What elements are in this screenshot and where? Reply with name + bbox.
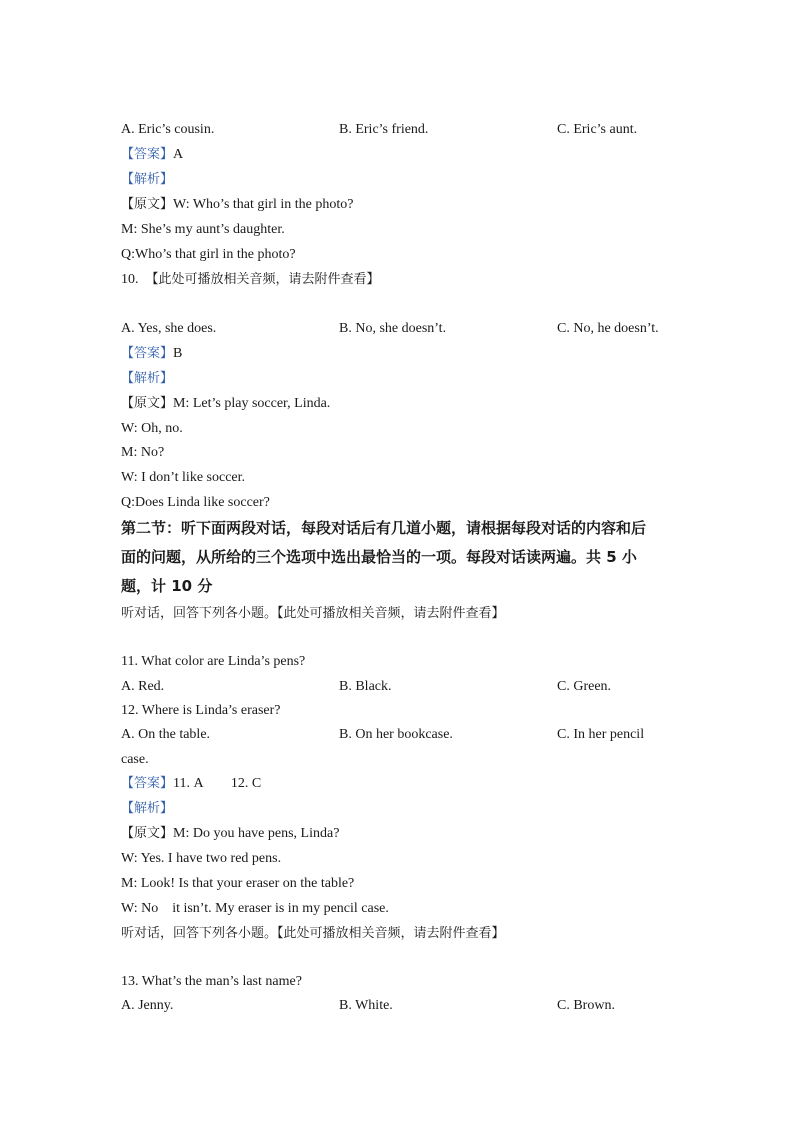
q9-transcript-line: M: She’s my aunt’s daughter.	[121, 222, 285, 237]
q12-option-c-wrap: case.	[121, 752, 149, 767]
q11-stem: 11. What color are Linda’s pens?	[121, 654, 306, 669]
q10-option-a: A. Yes, she does.	[121, 321, 217, 336]
q9-transcript-line: 【原文】W: Who’s that girl in the photo?	[121, 197, 354, 212]
q13-option-b: B. White.	[339, 998, 393, 1013]
dialog2-intro: 听对话，回答下列各小题。【此处可播放相关音频，请去附件查看】	[121, 926, 505, 941]
dialog1-transcript-line: W: Yes. I have two red pens.	[121, 851, 282, 866]
q12-option-c: C. In her pencil	[557, 727, 645, 742]
dialog1-transcript-line: M: Look! Is that your eraser on the table?	[121, 876, 355, 891]
q11-option-b: B. Black.	[339, 679, 392, 694]
q9-option-c: C. Eric’s aunt.	[557, 122, 638, 137]
dialog1-transcript-line: 【原文】M: Do you have pens, Linda?	[121, 826, 340, 841]
q10-option-b: B. No, she doesn’t.	[339, 321, 447, 336]
q13-stem: 13. What’s the man’s last name?	[121, 974, 302, 989]
dialog1-transcript-line: W: No it isn’t. My eraser is in my pencil case.	[121, 901, 389, 916]
q13-option-a: A. Jenny.	[121, 998, 174, 1013]
q9-transcript-line: Q:Who’s that girl in the photo?	[121, 247, 296, 262]
q10-transcript-line: W: Oh, no.	[121, 421, 183, 436]
q9-option-a: A. Eric’s cousin.	[121, 122, 215, 137]
section-heading-line: 第二节：听下面两段对话，每段对话后有几道小题，请根据每段对话的内容和后	[121, 519, 647, 537]
q11-option-c: C. Green.	[557, 679, 612, 694]
q10-option-c: C. No, he doesn’t.	[557, 321, 659, 336]
q9-answer: 【答案】A	[121, 147, 184, 162]
section-heading-line: 题，计 10 分	[121, 577, 213, 595]
q12-option-a: A. On the table.	[121, 727, 211, 742]
q13-option-c: C. Brown.	[557, 998, 615, 1013]
dialog1-answer: 【答案】11. A 12. C	[121, 776, 262, 791]
q9-analysis-tag: 【解析】	[121, 172, 174, 187]
q12-stem: 12. Where is Linda’s eraser?	[121, 703, 281, 718]
q12-option-b: B. On her bookcase.	[339, 727, 453, 742]
q10-answer: 【答案】B	[121, 346, 183, 361]
q10-transcript-line: M: No?	[121, 445, 165, 460]
q11-option-a: A. Red.	[121, 679, 165, 694]
section-heading-line: 面的问题，从所给的三个选项中选出最恰当的一项。每段对话读两遍。共 5 小	[121, 548, 637, 566]
dialog1-analysis-tag: 【解析】	[121, 801, 174, 816]
dialog1-intro: 听对话，回答下列各小题。【此处可播放相关音频，请去附件查看】	[121, 606, 505, 621]
q10-transcript-line: Q:Does Linda like soccer?	[121, 495, 270, 510]
q10-transcript-line: W: I don’t like soccer.	[121, 470, 246, 485]
q10-analysis-tag: 【解析】	[121, 371, 174, 386]
q9-option-b: B. Eric’s friend.	[339, 122, 429, 137]
q10-stem: 10. 【此处可播放相关音频，请去附件查看】	[121, 272, 380, 287]
q10-transcript-line: 【原文】M: Let’s play soccer, Linda.	[121, 396, 331, 411]
